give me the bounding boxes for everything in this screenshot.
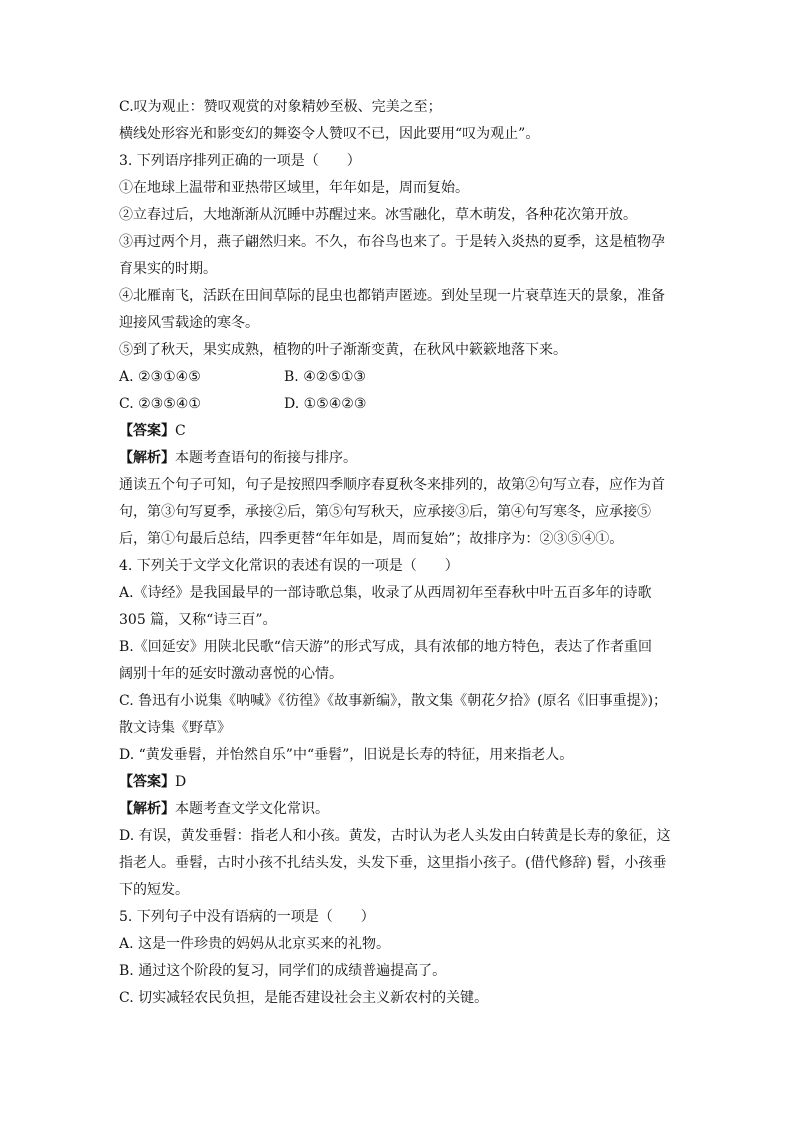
q3-sentence: ⑤到了秋天，果实成熟，植物的叶子渐渐变黄，在秋风中簌簌地落下来。 — [119, 342, 567, 358]
text-line: C.叹为观止：赞叹观赏的对象精妙至极、完美之至； — [119, 99, 442, 115]
analysis-tag: 【解析】 — [119, 450, 175, 466]
q3-sentence: 迎接风雪载途的寒冬。 — [119, 315, 259, 331]
q5-option-b: B. 通过这个阶段的复习，同学们的成绩普遍提高了。 — [119, 963, 447, 979]
q3-options-row — [119, 364, 679, 391]
q3-option-b: B. ④②⑤①③ — [284, 369, 366, 385]
question-3-stem: 3. 下列语序排列正确的一项是（ ） — [119, 153, 361, 169]
q4-answer — [119, 769, 679, 796]
analysis-text: 本题考查文学文化常识。 — [175, 801, 329, 817]
q4-analysis-head — [119, 796, 679, 823]
q3-analysis-head — [119, 445, 679, 472]
answer-tag: 【答案】 — [119, 423, 175, 439]
q4-line: D. “黄发垂髫，并怡然自乐”中“垂髫”，旧说是长寿的特征，用来指老人。 — [119, 747, 574, 763]
q4-line: A.《诗经》是我国最早的一部诗歌总集，收录了从西周初年至春秋中叶五百多年的诗歌 — [119, 585, 652, 601]
q4-line: B.《回延安》用陕北民歌“信天游”的形式写成，具有浓郁的地方特色，表达了作者重回 — [119, 639, 653, 655]
q4-line: C. 鲁迅有小说集《呐喊》《彷徨》《故事新编》，散文集《朝花夕拾》(原名《旧事重提》)； — [119, 693, 668, 709]
question-5-stem: 5. 下列句子中没有语病的一项是（ ） — [119, 909, 375, 925]
q3-answer — [119, 418, 679, 445]
q3-analysis-line: 后，第①句最后总结，四季更替“年年如是，周而复始”；故排序为：②③⑤④①。 — [119, 531, 624, 547]
q3-option-c: C. ②③⑤④① — [119, 396, 201, 412]
q4-analysis-line: D. 有误，黄发垂髫：指老人和小孩。黄发，古时认为老人头发由白转黄是长寿的象征，这 — [119, 828, 671, 844]
q3-sentence: ③再过两个月，燕子翩然归来。不久，布谷鸟也来了。于是转入炎热的夏季，这是植物孕 — [119, 234, 665, 250]
q4-line: 305 篇，又称“诗三百”。 — [119, 612, 277, 628]
analysis-text: 本题考查语句的衔接与排序。 — [175, 450, 357, 466]
q4-line: 散文诗集《野草》 — [119, 720, 231, 736]
q3-sentence: ④北雁南飞，活跃在田间草际的昆虫也都销声匿迹。到处呈现一片衰草连天的景象，准备 — [119, 288, 665, 304]
document-page — [119, 94, 679, 1012]
q3-analysis-line: 句，第③句写夏季，承接②后，第⑤句写秋天，应承接③后，第④句写寒冬，应承接⑤ — [119, 504, 651, 520]
q3-sentence: ②立春过后，大地渐渐从沉睡中苏醒过来。冰雪融化，草木萌发，各种花次第开放。 — [119, 207, 637, 223]
question-4-stem: 4. 下列关于文学文化常识的表述有误的一项是（ ） — [119, 558, 459, 574]
q3-analysis-line: 通读五个句子可知，句子是按照四季顺序春夏秋冬来排列的，故第②句写立春，应作为首 — [119, 477, 665, 493]
q5-option-a: A. 这是一件珍贵的妈妈从北京买来的礼物。 — [119, 936, 391, 952]
q4-analysis-line: 下的短发。 — [119, 882, 189, 898]
q3-sentence: 育果实的时期。 — [119, 261, 217, 277]
analysis-tag: 【解析】 — [119, 801, 175, 817]
q4-analysis-line: 指老人。垂髫，古时小孩不扎结头发，头发下垂，这里指小孩子。(借代修辞) 髫，小孩垂 — [119, 855, 667, 871]
answer-tag: 【答案】 — [119, 774, 175, 790]
text-line: 横线处形容光和影变幻的舞姿令人赞叹不已，因此要用“叹为观止”。 — [119, 126, 540, 142]
q3-option-a: A. ②③①④⑤ — [119, 369, 201, 385]
q3-sentence: ①在地球上温带和亚热带区域里，年年如是，周而复始。 — [119, 180, 469, 196]
q3-options-row — [119, 391, 679, 418]
q5-option-c: C. 切实减轻农民负担，是能否建设社会主义新农村的关键。 — [119, 990, 489, 1006]
q3-option-d: D. ①⑤④②③ — [284, 396, 367, 412]
answer-value: C — [175, 423, 186, 439]
q4-line: 阔别十年的延安时激动喜悦的心情。 — [119, 666, 343, 682]
answer-value: D — [175, 774, 187, 790]
